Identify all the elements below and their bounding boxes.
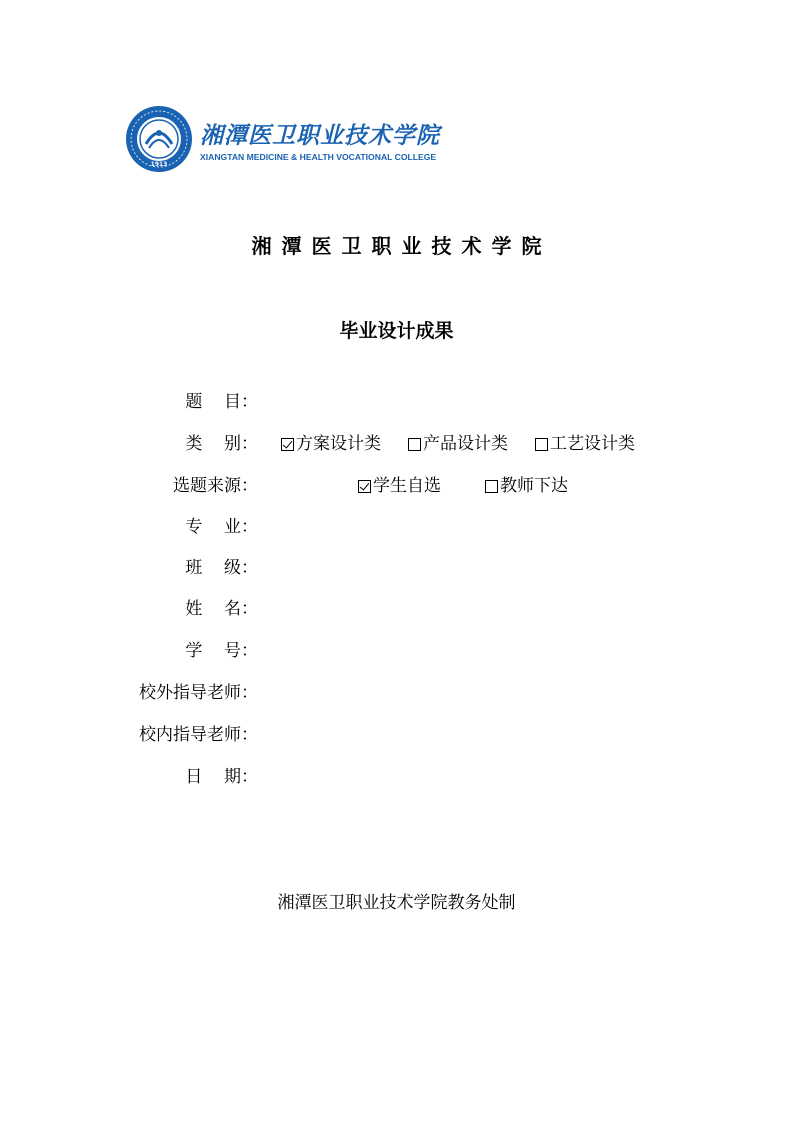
external-advisor-label: 校外指导老师： <box>139 683 258 703</box>
internal-advisor-label: 校内指导老师： <box>139 725 258 745</box>
student-id-label: 学 号： <box>185 641 258 661</box>
date-label: 日 期： <box>185 767 258 787</box>
logo-english-name: XIANGTAN MEDICINE & HEALTH VOCATIONAL COLLEGE <box>200 151 437 162</box>
logo-chinese-name: 湘潭医卫职业技术学院 <box>200 121 440 149</box>
category-option-label: 工艺设计类 <box>550 434 635 454</box>
category-option-process[interactable] <box>535 431 635 457</box>
date-row <box>0 764 793 790</box>
source-label: 选题来源： <box>173 476 258 496</box>
name-row <box>0 596 793 622</box>
checkbox-icon[interactable] <box>485 480 498 493</box>
checkbox-checked-icon[interactable] <box>281 438 294 451</box>
source-option-student[interactable] <box>358 473 441 499</box>
external-advisor-row <box>0 680 793 706</box>
checkbox-icon[interactable] <box>535 438 548 451</box>
source-option-teacher[interactable] <box>485 473 568 499</box>
category-option-scheme[interactable] <box>281 431 381 457</box>
college-logo <box>124 100 440 178</box>
category-row <box>0 431 793 457</box>
college-emblem-icon <box>124 104 194 174</box>
topic-label: 题 目： <box>185 392 258 412</box>
college-title: 湘潭医卫职业技术学院 <box>251 234 552 258</box>
emblem-year: 1913 <box>150 161 168 168</box>
major-label: 专 业： <box>185 517 258 537</box>
category-option-label: 产品设计类 <box>423 434 508 454</box>
issuer-footer: 湘潭医卫职业技术学院教务处制 <box>277 893 516 913</box>
topic-row <box>0 389 793 415</box>
class-row <box>0 555 793 581</box>
category-option-product[interactable] <box>408 431 508 457</box>
source-row <box>0 473 793 499</box>
student-id-row <box>0 638 793 664</box>
checkbox-checked-icon[interactable] <box>358 480 371 493</box>
name-label: 姓 名： <box>185 599 258 619</box>
document-title: 毕业设计成果 <box>339 320 454 342</box>
logo-wordmark <box>200 117 440 162</box>
source-option-label: 教师下达 <box>500 476 568 496</box>
checkbox-icon[interactable] <box>408 438 421 451</box>
class-label: 班 级： <box>185 558 258 578</box>
category-label: 类 别： <box>185 434 258 454</box>
category-option-label: 方案设计类 <box>296 434 381 454</box>
source-option-label: 学生自选 <box>373 476 441 496</box>
major-row <box>0 514 793 540</box>
internal-advisor-row <box>0 722 793 748</box>
